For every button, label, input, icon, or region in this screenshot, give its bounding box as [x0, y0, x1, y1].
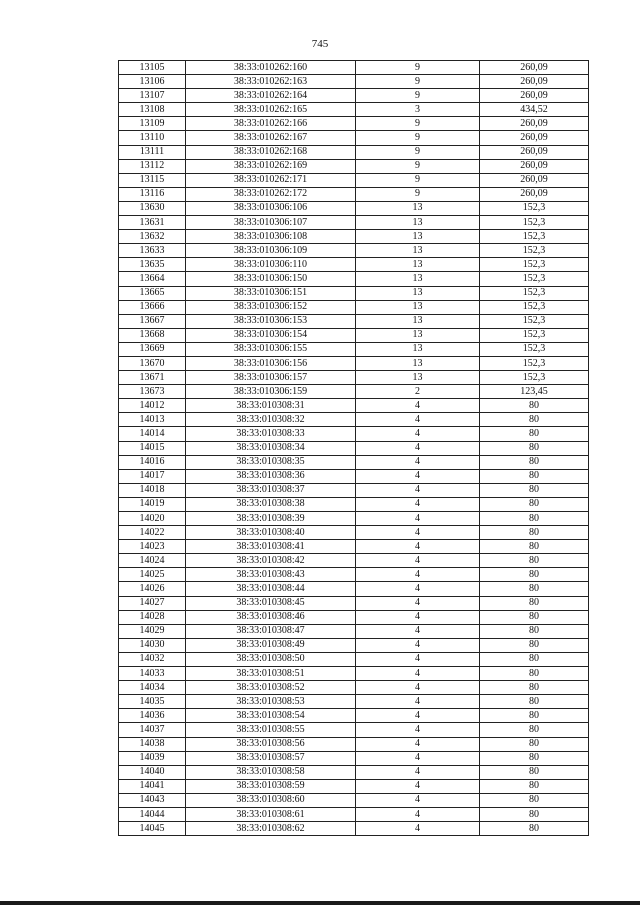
cadastral-number-cell: 38:33:010308:62	[186, 822, 356, 836]
cadastral-number-cell: 38:33:010262:166	[186, 117, 356, 131]
cadastral-number-cell: 38:33:010308:41	[186, 540, 356, 554]
cadastral-number-cell: 38:33:010306:159	[186, 385, 356, 399]
row-id-cell: 13109	[119, 117, 186, 131]
row-id-cell: 14026	[119, 582, 186, 596]
count-cell: 4	[356, 441, 480, 455]
count-cell: 4	[356, 624, 480, 638]
row-id-cell: 14013	[119, 413, 186, 427]
count-cell: 9	[356, 159, 480, 173]
row-id-cell: 13664	[119, 272, 186, 286]
area-cell: 260,09	[480, 145, 589, 159]
table-row	[119, 624, 589, 638]
row-id-cell: 14022	[119, 526, 186, 540]
count-cell: 4	[356, 540, 480, 554]
cadastral-number-cell: 38:33:010262:168	[186, 145, 356, 159]
cadastral-number-cell: 38:33:010306:107	[186, 216, 356, 230]
count-cell: 9	[356, 61, 480, 75]
cadastral-number-cell: 38:33:010308:32	[186, 413, 356, 427]
cadastral-number-cell: 38:33:010308:40	[186, 526, 356, 540]
row-id-cell: 14033	[119, 667, 186, 681]
area-cell: 80	[480, 512, 589, 526]
count-cell: 9	[356, 75, 480, 89]
count-cell: 13	[356, 371, 480, 385]
cadastral-number-cell: 38:33:010262:169	[186, 159, 356, 173]
row-id-cell: 14030	[119, 638, 186, 652]
cadastral-number-cell: 38:33:010306:110	[186, 258, 356, 272]
area-cell: 80	[480, 399, 589, 413]
area-cell: 80	[480, 540, 589, 554]
area-cell: 80	[480, 695, 589, 709]
table-row	[119, 779, 589, 793]
cadastral-number-cell: 38:33:010306:157	[186, 371, 356, 385]
table-row	[119, 230, 589, 244]
count-cell: 13	[356, 328, 480, 342]
table-row	[119, 709, 589, 723]
row-id-cell: 14036	[119, 709, 186, 723]
cadastral-number-cell: 38:33:010308:53	[186, 695, 356, 709]
table-row	[119, 469, 589, 483]
area-cell: 152,3	[480, 201, 589, 215]
row-id-cell: 13105	[119, 61, 186, 75]
table-row	[119, 822, 589, 836]
count-cell: 4	[356, 695, 480, 709]
table-row	[119, 512, 589, 526]
area-cell: 80	[480, 681, 589, 695]
table-row	[119, 638, 589, 652]
count-cell: 4	[356, 497, 480, 511]
area-cell: 434,52	[480, 103, 589, 117]
area-cell: 152,3	[480, 342, 589, 356]
row-id-cell: 14020	[119, 512, 186, 526]
cadastral-number-cell: 38:33:010308:35	[186, 455, 356, 469]
row-id-cell: 14017	[119, 469, 186, 483]
area-cell: 80	[480, 526, 589, 540]
table-row	[119, 610, 589, 624]
cadastral-number-cell: 38:33:010306:153	[186, 314, 356, 328]
table-row	[119, 61, 589, 75]
count-cell: 4	[356, 469, 480, 483]
row-id-cell: 13107	[119, 89, 186, 103]
cadastral-number-cell: 38:33:010308:55	[186, 723, 356, 737]
count-cell: 13	[356, 201, 480, 215]
area-cell: 80	[480, 638, 589, 652]
cadastral-number-cell: 38:33:010308:49	[186, 638, 356, 652]
area-cell: 80	[480, 807, 589, 821]
count-cell: 9	[356, 117, 480, 131]
table-row	[119, 441, 589, 455]
count-cell: 13	[356, 230, 480, 244]
count-cell: 13	[356, 258, 480, 272]
count-cell: 13	[356, 272, 480, 286]
cadastral-number-cell: 38:33:010262:172	[186, 187, 356, 201]
scan-bottom-edge	[0, 901, 640, 905]
count-cell: 4	[356, 610, 480, 624]
table-row	[119, 526, 589, 540]
area-cell: 80	[480, 723, 589, 737]
area-cell: 80	[480, 610, 589, 624]
registry-table	[118, 60, 589, 836]
cadastral-number-cell: 38:33:010306:151	[186, 286, 356, 300]
area-cell: 152,3	[480, 244, 589, 258]
cadastral-number-cell: 38:33:010308:31	[186, 399, 356, 413]
cadastral-number-cell: 38:33:010308:59	[186, 779, 356, 793]
row-id-cell: 13115	[119, 173, 186, 187]
area-cell: 80	[480, 455, 589, 469]
count-cell: 4	[356, 455, 480, 469]
area-cell: 80	[480, 751, 589, 765]
area-cell: 80	[480, 624, 589, 638]
row-id-cell: 14029	[119, 624, 186, 638]
cadastral-number-cell: 38:33:010308:37	[186, 483, 356, 497]
count-cell: 4	[356, 582, 480, 596]
table-row	[119, 427, 589, 441]
count-cell: 4	[356, 779, 480, 793]
area-cell: 80	[480, 483, 589, 497]
row-id-cell: 14024	[119, 554, 186, 568]
count-cell: 4	[356, 793, 480, 807]
table-row	[119, 695, 589, 709]
row-id-cell: 14040	[119, 765, 186, 779]
area-cell: 152,3	[480, 314, 589, 328]
count-cell: 4	[356, 709, 480, 723]
table-row	[119, 300, 589, 314]
row-id-cell: 13666	[119, 300, 186, 314]
cadastral-number-cell: 38:33:010262:160	[186, 61, 356, 75]
cadastral-number-cell: 38:33:010308:58	[186, 765, 356, 779]
count-cell: 4	[356, 554, 480, 568]
area-cell: 260,09	[480, 117, 589, 131]
table-row	[119, 342, 589, 356]
count-cell: 4	[356, 652, 480, 666]
count-cell: 13	[356, 300, 480, 314]
count-cell: 4	[356, 638, 480, 652]
table-row	[119, 328, 589, 342]
area-cell: 260,09	[480, 187, 589, 201]
area-cell: 80	[480, 441, 589, 455]
area-cell: 80	[480, 667, 589, 681]
row-id-cell: 14032	[119, 652, 186, 666]
area-cell: 152,3	[480, 356, 589, 370]
area-cell: 80	[480, 779, 589, 793]
registry-table-body	[119, 61, 589, 836]
row-id-cell: 14019	[119, 497, 186, 511]
area-cell: 80	[480, 793, 589, 807]
cadastral-number-cell: 38:33:010308:47	[186, 624, 356, 638]
cadastral-number-cell: 38:33:010306:109	[186, 244, 356, 258]
row-id-cell: 14043	[119, 793, 186, 807]
cadastral-number-cell: 38:33:010306:155	[186, 342, 356, 356]
cadastral-number-cell: 38:33:010306:108	[186, 230, 356, 244]
row-id-cell: 13116	[119, 187, 186, 201]
table-row	[119, 737, 589, 751]
table-row	[119, 652, 589, 666]
area-cell: 260,09	[480, 75, 589, 89]
cadastral-number-cell: 38:33:010308:43	[186, 568, 356, 582]
area-cell: 260,09	[480, 89, 589, 103]
count-cell: 4	[356, 765, 480, 779]
row-id-cell: 14027	[119, 596, 186, 610]
cadastral-number-cell: 38:33:010262:163	[186, 75, 356, 89]
count-cell: 4	[356, 413, 480, 427]
cadastral-number-cell: 38:33:010308:51	[186, 667, 356, 681]
row-id-cell: 14037	[119, 723, 186, 737]
row-id-cell: 14028	[119, 610, 186, 624]
row-id-cell: 14023	[119, 540, 186, 554]
count-cell: 9	[356, 145, 480, 159]
table-row	[119, 582, 589, 596]
row-id-cell: 13631	[119, 216, 186, 230]
row-id-cell: 14045	[119, 822, 186, 836]
cadastral-number-cell: 38:33:010308:45	[186, 596, 356, 610]
cadastral-number-cell: 38:33:010308:50	[186, 652, 356, 666]
count-cell: 4	[356, 681, 480, 695]
count-cell: 4	[356, 399, 480, 413]
row-id-cell: 13630	[119, 201, 186, 215]
cadastral-number-cell: 38:33:010308:36	[186, 469, 356, 483]
row-id-cell: 14041	[119, 779, 186, 793]
table-row	[119, 483, 589, 497]
row-id-cell: 13670	[119, 356, 186, 370]
count-cell: 13	[356, 244, 480, 258]
area-cell: 152,3	[480, 371, 589, 385]
table-row	[119, 667, 589, 681]
area-cell: 80	[480, 469, 589, 483]
area-cell: 152,3	[480, 300, 589, 314]
count-cell: 13	[356, 286, 480, 300]
table-row	[119, 413, 589, 427]
count-cell: 9	[356, 89, 480, 103]
count-cell: 9	[356, 131, 480, 145]
table-row	[119, 399, 589, 413]
table-row	[119, 371, 589, 385]
count-cell: 9	[356, 187, 480, 201]
count-cell: 4	[356, 512, 480, 526]
row-id-cell: 13632	[119, 230, 186, 244]
table-row	[119, 681, 589, 695]
count-cell: 4	[356, 822, 480, 836]
row-id-cell: 13110	[119, 131, 186, 145]
area-cell: 152,3	[480, 230, 589, 244]
row-id-cell: 14044	[119, 807, 186, 821]
row-id-cell: 14014	[119, 427, 186, 441]
count-cell: 13	[356, 342, 480, 356]
count-cell: 4	[356, 427, 480, 441]
count-cell: 4	[356, 483, 480, 497]
cadastral-number-cell: 38:33:010308:61	[186, 807, 356, 821]
cadastral-number-cell: 38:33:010308:60	[186, 793, 356, 807]
row-id-cell: 14039	[119, 751, 186, 765]
cadastral-number-cell: 38:33:010306:152	[186, 300, 356, 314]
count-cell: 4	[356, 751, 480, 765]
table-row	[119, 272, 589, 286]
area-cell: 152,3	[480, 216, 589, 230]
table-row	[119, 286, 589, 300]
row-id-cell: 13665	[119, 286, 186, 300]
cadastral-number-cell: 38:33:010262:167	[186, 131, 356, 145]
area-cell: 152,3	[480, 286, 589, 300]
area-cell: 80	[480, 497, 589, 511]
cadastral-number-cell: 38:33:010308:39	[186, 512, 356, 526]
area-cell: 80	[480, 413, 589, 427]
row-id-cell: 13112	[119, 159, 186, 173]
table-row	[119, 568, 589, 582]
row-id-cell: 13668	[119, 328, 186, 342]
table-row	[119, 187, 589, 201]
table-row	[119, 201, 589, 215]
table-row	[119, 173, 589, 187]
count-cell: 4	[356, 723, 480, 737]
area-cell: 260,09	[480, 61, 589, 75]
row-id-cell: 13633	[119, 244, 186, 258]
table-row	[119, 356, 589, 370]
area-cell: 80	[480, 765, 589, 779]
area-cell: 80	[480, 709, 589, 723]
area-cell: 152,3	[480, 328, 589, 342]
table-row	[119, 75, 589, 89]
table-row	[119, 385, 589, 399]
table-row	[119, 807, 589, 821]
cadastral-number-cell: 38:33:010308:38	[186, 497, 356, 511]
row-id-cell: 13635	[119, 258, 186, 272]
area-cell: 260,09	[480, 159, 589, 173]
table-row	[119, 131, 589, 145]
area-cell: 80	[480, 652, 589, 666]
table-row	[119, 455, 589, 469]
table-row	[119, 103, 589, 117]
area-cell: 260,09	[480, 173, 589, 187]
row-id-cell: 13673	[119, 385, 186, 399]
cadastral-number-cell: 38:33:010308:33	[186, 427, 356, 441]
count-cell: 13	[356, 216, 480, 230]
table-row	[119, 314, 589, 328]
area-cell: 80	[480, 554, 589, 568]
table-row	[119, 596, 589, 610]
cadastral-number-cell: 38:33:010306:150	[186, 272, 356, 286]
cadastral-number-cell: 38:33:010306:154	[186, 328, 356, 342]
area-cell: 80	[480, 596, 589, 610]
area-cell: 80	[480, 582, 589, 596]
cadastral-number-cell: 38:33:010306:156	[186, 356, 356, 370]
table-row	[119, 540, 589, 554]
row-id-cell: 13671	[119, 371, 186, 385]
table-row	[119, 159, 589, 173]
cadastral-number-cell: 38:33:010308:56	[186, 737, 356, 751]
count-cell: 3	[356, 103, 480, 117]
count-cell: 13	[356, 356, 480, 370]
area-cell: 152,3	[480, 272, 589, 286]
count-cell: 4	[356, 568, 480, 582]
table-row	[119, 793, 589, 807]
table-row	[119, 765, 589, 779]
table-row	[119, 89, 589, 103]
page-number: 745	[311, 38, 329, 50]
count-cell: 4	[356, 596, 480, 610]
table-row	[119, 145, 589, 159]
row-id-cell: 14034	[119, 681, 186, 695]
cadastral-number-cell: 38:33:010306:106	[186, 201, 356, 215]
area-cell: 80	[480, 568, 589, 582]
cadastral-number-cell: 38:33:010308:46	[186, 610, 356, 624]
cadastral-number-cell: 38:33:010308:34	[186, 441, 356, 455]
row-id-cell: 14015	[119, 441, 186, 455]
cadastral-number-cell: 38:33:010262:164	[186, 89, 356, 103]
count-cell: 9	[356, 173, 480, 187]
row-id-cell: 13108	[119, 103, 186, 117]
row-id-cell: 14038	[119, 737, 186, 751]
table-row	[119, 258, 589, 272]
table-row	[119, 117, 589, 131]
table-row	[119, 723, 589, 737]
area-cell: 80	[480, 737, 589, 751]
count-cell: 4	[356, 667, 480, 681]
count-cell: 4	[356, 737, 480, 751]
table-row	[119, 216, 589, 230]
row-id-cell: 13111	[119, 145, 186, 159]
cadastral-number-cell: 38:33:010308:57	[186, 751, 356, 765]
row-id-cell: 13106	[119, 75, 186, 89]
row-id-cell: 14018	[119, 483, 186, 497]
count-cell: 13	[356, 314, 480, 328]
table-row	[119, 244, 589, 258]
area-cell: 123,45	[480, 385, 589, 399]
table-row	[119, 497, 589, 511]
row-id-cell: 14025	[119, 568, 186, 582]
cadastral-number-cell: 38:33:010262:165	[186, 103, 356, 117]
area-cell: 80	[480, 822, 589, 836]
cadastral-number-cell: 38:33:010308:54	[186, 709, 356, 723]
row-id-cell: 14035	[119, 695, 186, 709]
area-cell: 80	[480, 427, 589, 441]
count-cell: 4	[356, 807, 480, 821]
area-cell: 260,09	[480, 131, 589, 145]
cadastral-number-cell: 38:33:010308:52	[186, 681, 356, 695]
count-cell: 2	[356, 385, 480, 399]
cadastral-number-cell: 38:33:010262:171	[186, 173, 356, 187]
row-id-cell: 13669	[119, 342, 186, 356]
count-cell: 4	[356, 526, 480, 540]
table-row	[119, 554, 589, 568]
row-id-cell: 14012	[119, 399, 186, 413]
cadastral-number-cell: 38:33:010308:44	[186, 582, 356, 596]
table-row	[119, 751, 589, 765]
cadastral-number-cell: 38:33:010308:42	[186, 554, 356, 568]
area-cell: 152,3	[480, 258, 589, 272]
row-id-cell: 13667	[119, 314, 186, 328]
row-id-cell: 14016	[119, 455, 186, 469]
